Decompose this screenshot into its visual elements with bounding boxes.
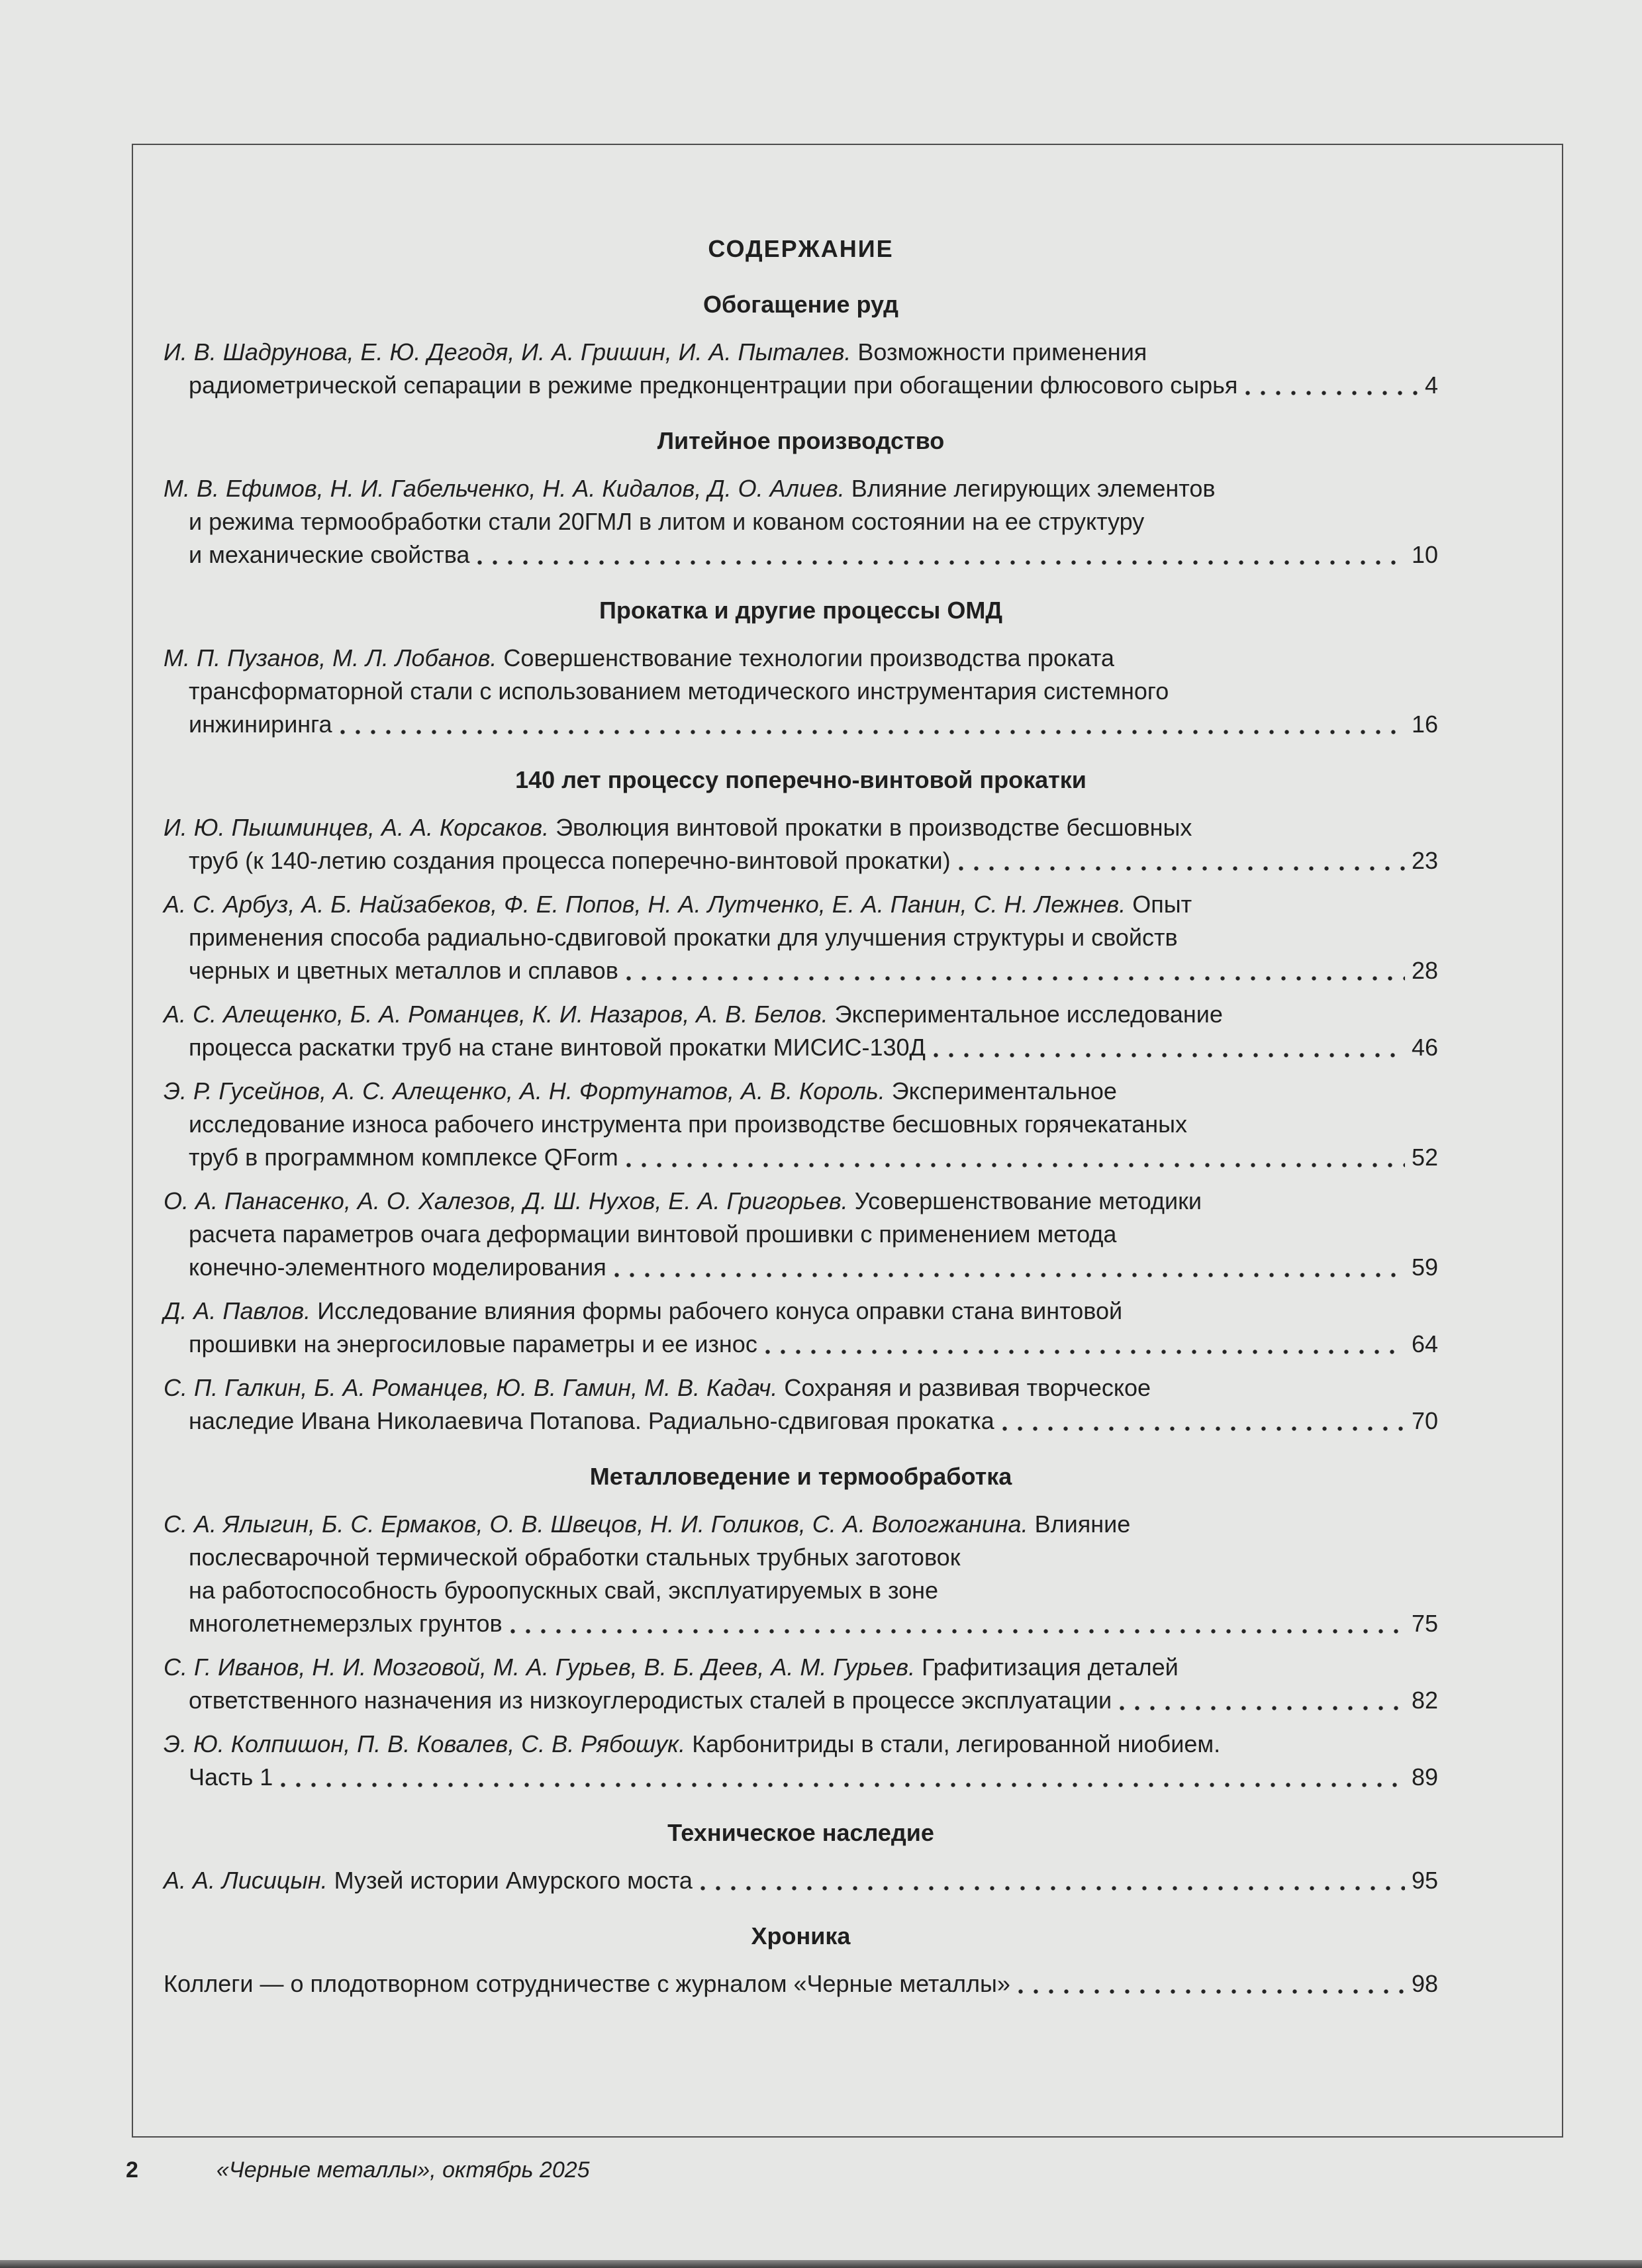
entry-title-text: исследование износа рабочего инструмента при производстве бесшовных горячекатаных [189,1110,1188,1138]
section-heading: Хроника [751,1922,851,1949]
footer-journal-title: «Черные металлы», октябрь 2025 [216,2157,590,2183]
entry-authors: М. П. Пузанов, М. Л. Лобанов. [164,644,504,671]
entry-line [164,1218,1438,1251]
entry-title-text: Часть 1 [189,1763,273,1791]
entry-page-number: 89 [1411,1763,1438,1791]
entry-title-text: многолетнемерзлых грунтов [189,1610,503,1637]
entry-line [164,998,1438,1031]
section-heading: Литейное производство [657,427,945,454]
entry-authors: М. В. Ефимов, Н. И. Габельченко, Н. А. Кидалов, Д. О. Алиев. [164,475,851,502]
entry-line [164,888,1438,921]
entry-title-text: на работоспособность буроопускных свай, эксплуатируемых в зоне [189,1577,939,1604]
entry-title-text: Э. Р. Гусейнов, А. С. Алещенко, А. Н. Фортунатов, А. В. Король. Экспериментальное [164,1077,1117,1105]
toc-entry [164,472,1438,571]
entry-line [164,1864,1438,1897]
toc-entry [164,1075,1438,1174]
dot-leader [700,1886,1405,1891]
dot-leader [1245,391,1418,395]
dot-leader [281,1783,1405,1787]
entry-page-number: 46 [1411,1034,1438,1061]
entry-page-number: 75 [1411,1610,1438,1637]
toc-sections [164,288,1438,2000]
entry-title-text: наследие Ивана Николаевича Потапова. Радиально-сдвиговая прокатка [189,1407,994,1434]
entry-title-text: Коллеги — о плодотворном сотрудничестве с журналом «Черные металлы» [164,1970,1010,1997]
entry-line [164,1185,1438,1218]
entry-title-text: С. П. Галкин, Б. А. Романцев, Ю. В. Гамин, М. В. Кадач. Сохраняя и развивая творческое [164,1374,1151,1401]
section-heading: 140 лет процессу поперечно-винтовой прокатки [515,766,1087,793]
footer [126,2153,590,2187]
dot-leader [1120,1706,1405,1710]
entry-authors: С. Г. Иванов, Н. И. Мозговой, М. А. Гурьев, В. Б. Деев, А. М. Гурьев. [164,1653,922,1681]
entry-line [164,954,1438,987]
entry-page-number: 98 [1411,1970,1438,1997]
entry-line [164,1075,1438,1108]
entry-title-text: И. Ю. Пышминцев, А. А. Корсаков. Эволюция винтовой прокатки в производстве бесшовных [164,814,1192,841]
entry-title-text: инжиниринга [189,711,332,738]
entry-page-number: 4 [1424,371,1438,399]
entry-line [164,1371,1438,1405]
dot-leader [510,1629,1405,1634]
entry-authors: Э. Р. Гусейнов, А. С. Алещенко, А. Н. Фортунатов, А. В. Король. [164,1077,892,1105]
entry-line [164,1141,1438,1174]
entry-title-text: конечно-элементного моделирования [189,1254,606,1281]
entry-line [164,1328,1438,1361]
entry-title-text: Э. Ю. Колпишон, П. В. Ковалев, С. В. Рябошук. Карбонитриды в стали, легированной ниобием. [164,1730,1221,1757]
section-heading: Техническое наследие [667,1819,934,1846]
dot-leader [626,1163,1405,1167]
entry-title-text: А. С. Алещенко, Б. А. Романцев, К. И. Назаров, А. В. Белов. Экспериментальное исследование [164,1001,1223,1028]
entry-line [164,1967,1438,2000]
section-heading: Металловедение и термообработка [589,1463,1012,1490]
dot-leader [1002,1426,1405,1431]
entry-line [164,811,1438,844]
entry-title-text: радиометрической сепарации в режиме предконцентрации при обогащении флюсового сырья [189,371,1238,399]
entry-line [164,336,1438,369]
entry-line [164,505,1438,538]
section-heading: Обогащение руд [702,291,899,318]
entry-line [164,1251,1438,1284]
entry-page-number: 64 [1411,1330,1438,1357]
entry-line [164,844,1438,877]
entry-title-text: черных и цветных металлов и сплавов [189,957,618,984]
footer-page-number: 2 [126,2157,138,2183]
entry-title-text: М. В. Ефимов, Н. И. Габельченко, Н. А. Кидалов, Д. О. Алиев. Влияние легирующих элементов [164,475,1216,502]
toc-entry [164,642,1438,741]
entry-title-text: С. А. Ялыгин, Б. С. Ермаков, О. В. Швецов, Н. И. Голиков, С. А. Вологжанина. Влияние [164,1510,1131,1538]
entry-title-text: применения способа радиально-сдвиговой прокатки для улучшения структуры и свойств [189,924,1178,951]
entry-authors: О. А. Панасенко, А. О. Халезов, Д. Ш. Нухов, Е. А. Григорьев. [164,1187,855,1214]
toc-entry [164,1651,1438,1717]
entry-page-number: 16 [1411,711,1438,738]
entry-line [164,1651,1438,1684]
entry-line [164,1031,1438,1064]
toc-entry [164,1185,1438,1284]
entry-title-text: А. С. Арбуз, А. Б. Найзабеков, Ф. Е. Попов, Н. А. Лутченко, Е. А. Панин, С. Н. Лежнев. Опыт [164,891,1192,918]
entry-title-text: М. П. Пузанов, М. Л. Лобанов. Совершенствование технологии производства проката [164,644,1114,671]
contents-box [132,144,1563,2138]
entry-authors: А. С. Арбуз, А. Б. Найзабеков, Ф. Е. Попов, Н. А. Лутченко, Е. А. Панин, С. Н. Лежнев. [164,891,1133,918]
toc-entry [164,998,1438,1064]
entry-page-number: 23 [1411,847,1438,874]
entry-authors: И. Ю. Пышминцев, А. А. Корсаков. [164,814,556,841]
dot-leader [477,560,1405,565]
entry-page-number: 10 [1411,541,1438,568]
entry-title-text: процесса раскатки труб на стане винтовой прокатки МИСИС-130Д [189,1034,926,1061]
dot-leader [959,866,1405,871]
toc-entry [164,1864,1438,1897]
entry-authors: И. В. Шадрунова, Е. Ю. Дегодя, И. А. Гришин, И. А. Пыталев. [164,338,858,366]
entry-title-text: Д. А. Павлов. Исследование влияния формы рабочего конуса оправки стана винтовой [164,1297,1123,1324]
entry-line [164,1541,1438,1574]
entry-title-text: А. А. Лисицын. Музей истории Амурского моста [164,1867,693,1894]
toc-entry [164,811,1438,877]
entry-line [164,708,1438,741]
entry-line [164,1684,1438,1717]
entry-page-number: 95 [1411,1867,1438,1894]
entry-title-text: прошивки на энергосиловые параметры и ее износ [189,1330,757,1357]
entry-authors: С. П. Галкин, Б. А. Романцев, Ю. В. Гамин, М. В. Кадач. [164,1374,785,1401]
toc-entry [164,888,1438,987]
entry-page-number: 70 [1411,1407,1438,1434]
entry-line [164,1574,1438,1607]
entry-line [164,675,1438,708]
entry-line [164,1761,1438,1794]
entry-line [164,1405,1438,1438]
entry-line [164,1295,1438,1328]
entry-line [164,921,1438,954]
entry-page-number: 82 [1411,1687,1438,1714]
entry-authors: А. С. Алещенко, Б. А. Романцев, К. И. Назаров, А. В. Белов. [164,1001,835,1028]
contents-text-column [164,232,1438,2000]
entry-title-text: ответственного назначения из низкоуглеродистых сталей в процессе эксплуатации [189,1687,1112,1714]
entry-line [164,369,1438,402]
entry-line [164,1508,1438,1541]
toc-entry [164,1295,1438,1361]
entry-line [164,642,1438,675]
entry-authors: Д. А. Павлов. [164,1297,318,1324]
entry-line [164,472,1438,505]
page-title: СОДЕРЖАНИЕ [708,235,894,262]
toc-entry [164,1728,1438,1794]
toc-entry [164,1508,1438,1640]
dot-leader [765,1350,1405,1354]
entry-page-number: 59 [1411,1254,1438,1281]
entry-authors: Э. Ю. Колпишон, П. В. Ковалев, С. В. Рябошук. [164,1730,693,1757]
dot-leader [934,1053,1405,1058]
entry-title-text: О. А. Панасенко, А. О. Халезов, Д. Ш. Нухов, Е. А. Григорьев. Усовершенствование методики [164,1187,1202,1214]
entry-authors: А. А. Лисицын. [164,1867,334,1894]
dot-leader [340,730,1405,734]
dot-leader [614,1273,1405,1277]
entry-title-text: труб в программном комплексе QForm [189,1144,618,1171]
entry-authors: С. А. Ялыгин, Б. С. Ермаков, О. В. Швецов, Н. И. Голиков, С. А. Вологжанина. [164,1510,1035,1538]
dot-leader [1018,1989,1405,1994]
entry-page-number: 52 [1411,1144,1438,1171]
toc-entry [164,1967,1438,2000]
entry-title-text: трансформаторной стали с использованием методического инструментария системного [189,677,1169,705]
entry-title-text: И. В. Шадрунова, Е. Ю. Дегодя, И. А. Гришин, И. А. Пыталев. Возможности применения [164,338,1147,366]
entry-title-text: труб (к 140-летию создания процесса поперечно-винтовой прокатки) [189,847,951,874]
entry-line [164,538,1438,571]
section-heading: Прокатка и другие процессы ОМД [599,597,1003,624]
toc-entry [164,336,1438,402]
entry-page-number: 28 [1411,957,1438,984]
page-bottom-edge [0,2260,1642,2268]
entry-title-text: и механические свойства [189,541,470,568]
entry-title-text: послесварочной термической обработки стальных трубных заготовок [189,1544,961,1571]
entry-title-text: расчета параметров очага деформации винтовой прошивки с применением метода [189,1220,1117,1248]
dot-leader [626,976,1405,981]
entry-title-text: и режима термообработки стали 20ГМЛ в литом и кованом состоянии на ее структуру [189,508,1145,535]
toc-entry [164,1371,1438,1438]
entry-line [164,1108,1438,1141]
entry-line [164,1607,1438,1640]
entry-line [164,1728,1438,1761]
entry-title-text: С. Г. Иванов, Н. И. Мозговой, М. А. Гурьев, В. Б. Деев, А. М. Гурьев. Графитизация деталей [164,1653,1179,1681]
